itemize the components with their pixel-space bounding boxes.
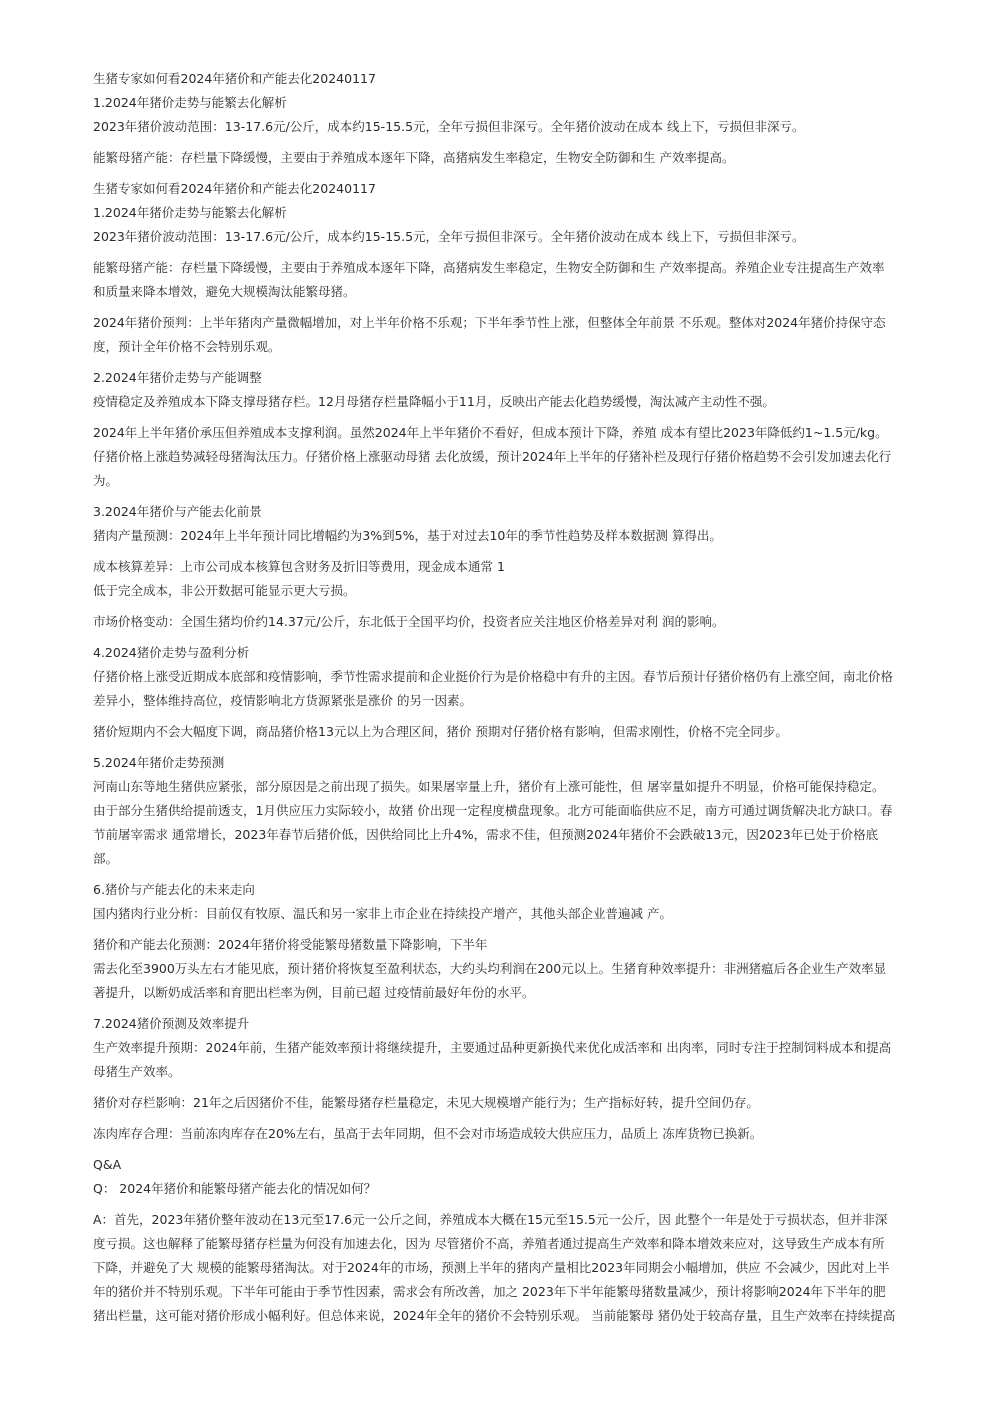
paragraph-line: 节前屠宰需求 通常增长，2023年春节后猪价低，因供给同比上升4%，需求不佳，但预测2024年猪价不会跌破13元，因2023年已处于价格底 <box>93 827 879 842</box>
paragraph-line: 猪价和产能去化预测：2024年猪价将受能繁母猪数量下降影响，下半年 <box>93 937 488 952</box>
paragraph-line: 母猪生产效率。 <box>93 1064 181 1079</box>
paragraph <box>93 421 945 493</box>
doc-title: 生猪专家如何看2024年猪价和产能去化20240117 <box>93 181 376 196</box>
paragraph-line: 仔猪价格上涨受近期成本底部和疫情影响，季节性需求提前和企业挺价行为是价格稳中有升的主因。春节后预计仔猪价格仍有上涨空间，南北价格 <box>93 669 894 684</box>
paragraph-line: 差异小，整体维持高位，疫情影响北方货源紧张是涨价 的另一因素。 <box>93 693 472 708</box>
paragraph-line: 和质量来降本增效，避免大规模淘汰能繁母猪。 <box>93 284 356 299</box>
paragraph: 猪价对存栏影响：21年之后因猪价不佳，能繁母猪存栏量稳定，未见大规模增产能行为；生产指标好转，提升空间仍存。 <box>93 1095 759 1110</box>
paragraph: 市场价格变动：全国生猪均价约14.37元/公斤，东北低于全国平均价，投资者应关注地区价格差异对利 润的影响。 <box>93 614 725 629</box>
paragraph: 猪价短期内不会大幅度下调，商品猪价格13元以上为合理区间，猪价 预期对仔猪价格有影响，但需求刚性，价格不完全同步。 <box>93 724 788 739</box>
paragraph: 2023年猪价波动范围：13-17.6元/公斤，成本约15-15.5元，全年亏损但非深亏。全年猪价波动在成本 线上下，亏损但非深亏。 <box>93 229 805 244</box>
paragraph-line: 需去化至3900万头左右才能见底，预计猪价将恢复至盈利状态，大约头均利润在200元以上。生猪育种效率提升：非洲猪瘟后各企业生产效率显 <box>93 961 887 976</box>
paragraph <box>93 1036 945 1084</box>
paragraph <box>93 665 945 713</box>
paragraph <box>93 933 945 1005</box>
paragraph-line: 由于部分生猪供给提前透支，1月供应压力实际较小，故猪 价出现一定程度横盘现象。北方可能面临供应不足，南方可通过调货解决北方缺口。春 <box>93 803 893 818</box>
paragraph-line: 2024年猪价预判：上半年猪肉产量微幅增加，对上半年价格不乐观；下半年季节性上涨，但整体全年前景 不乐观。整体对2024年猪价持保守态 <box>93 315 886 330</box>
doc-title: 生猪专家如何看2024年猪价和产能去化20240117 <box>93 71 376 86</box>
paragraph-line: 部。 <box>93 851 119 866</box>
paragraph-line: 下降，并避免了大 规模的能繁母猪淘汰。对于2024年的市场，预测上半年的猪肉产量相比2023年同期会小幅增加，供应 不会减少，因此对上半 <box>93 1260 890 1275</box>
paragraph-line: 成本核算差异：上市公司成本核算包含财务及折旧等费用，现金成本通常 1 <box>93 559 505 574</box>
paragraph <box>93 555 945 603</box>
paragraph <box>93 311 945 359</box>
paragraph-line: 能繁母猪产能：存栏量下降缓慢，主要由于养殖成本逐年下降，高猪病发生率稳定，生物安全防御和生 产效率提高。养殖企业专注提高生产效率 <box>93 260 885 275</box>
paragraph-line: 生产效率提升预期：2024年前，生猪产能效率预计将继续提升，主要通过品种更新换代来优化成活率和 出肉率，同时专注于控制饲料成本和提高 <box>93 1040 892 1055</box>
question: Q： 2024年猪价和能繁母猪产能去化的情况如何？ <box>93 1181 377 1196</box>
qa-heading: Q&A <box>93 1157 122 1172</box>
paragraph <box>93 256 945 304</box>
section-heading: 2.2024年猪价走势与产能调整 <box>93 370 262 385</box>
paragraph-line: 低于完全成本，非公开数据可能显示更大亏损。 <box>93 583 356 598</box>
paragraph: 猪肉产量预测：2024年上半年预计同比增幅约为3%到5%，基于对过去10年的季节性趋势及样本数据测 算得出。 <box>93 528 722 543</box>
paragraph-line: 为。 <box>93 473 119 488</box>
paragraph-line: 年的猪价并不特别乐观。下半年可能由于季节性因素，需求会有所改善，加之 2023年下半年能繁母猪数量减少，预计将影响2024年下半年的肥 <box>93 1284 886 1299</box>
paragraph-line: 度亏损。这也解释了能繁母猪存栏量为何没有加速去化，因为 尽管猪价不高，养殖者通过提高生产效率和降本增效来应对，这导致生产成本有所 <box>93 1236 885 1251</box>
paragraph: 2023年猪价波动范围：13-17.6元/公斤，成本约15-15.5元，全年亏损但非深亏。全年猪价波动在成本 线上下，亏损但非深亏。 <box>93 119 805 134</box>
section-heading: 6.猪价与产能去化的未来走向 <box>93 882 255 897</box>
section-heading: 3.2024年猪价与产能去化前景 <box>93 504 262 519</box>
paragraph <box>93 775 945 871</box>
document-body <box>93 67 945 1328</box>
section-heading: 7.2024猪价预测及效率提升 <box>93 1016 250 1031</box>
paragraph-line: 河南山东等地生猪供应紧张，部分原因是之前出现了损失。如果屠宰量上升，猪价有上涨可能性，但 屠宰量如提升不明显，价格可能保持稳定。 <box>93 779 885 794</box>
section-heading: 1.2024年猪价走势与能繁去化解析 <box>93 205 287 220</box>
paragraph-line: 2024年上半年猪价承压但养殖成本支撑利润。虽然2024年上半年猪价不看好，但成本预计下降，养殖 成本有望比2023年降低约1~1.5元/kg。 <box>93 425 888 440</box>
paragraph: 国内猪肉行业分析：目前仅有牧原、温氏和另一家非上市企业在持续投产增产，其他头部企业普遍减 产。 <box>93 906 672 921</box>
paragraph: 疫情稳定及养殖成本下降支撑母猪存栏。12月母猪存栏量降幅小于11月，反映出产能去化趋势缓慢，淘汰减产主动性不强。 <box>93 394 775 409</box>
section-heading: 5.2024年猪价走势预测 <box>93 755 225 770</box>
paragraph: 能繁母猪产能：存栏量下降缓慢，主要由于养殖成本逐年下降，高猪病发生率稳定，生物安全防御和生 产效率提高。 <box>93 150 735 165</box>
paragraph: 冻肉库存合理：当前冻肉库存在20%左右，虽高于去年同期，但不会对市场造成较大供应压力，品质上 冻库货物已换新。 <box>93 1126 763 1141</box>
paragraph-line: A：首先，2023年猪价整年波动在13元至17.6元一公斤之间，养殖成本大概在15元至15.5元一公斤，因 此整个一年是处于亏损状态，但并非深 <box>93 1212 888 1227</box>
section-heading: 4.2024猪价走势与盈利分析 <box>93 645 250 660</box>
paragraph-line: 猪出栏量，这可能对猪价形成小幅利好。但总体来说，2024年全年的猪价不会特别乐观。 当前能繁母 猪仍处于较高存量，且生产效率在持续提高 <box>93 1308 896 1323</box>
paragraph-line: 仔猪价格上涨趋势减轻母猪淘汰压力。仔猪价格上涨驱动母猪 去化放缓，预计2024年上半年的仔猪补栏及现行仔猪价格趋势不会引发加速去化行 <box>93 449 892 464</box>
answer <box>93 1208 945 1328</box>
section-heading: 1.2024年猪价走势与能繁去化解析 <box>93 95 287 110</box>
paragraph-line: 著提升，以断奶成活率和育肥出栏率为例，目前已超 过疫情前最好年份的水平。 <box>93 985 535 1000</box>
paragraph-line: 度，预计全年价格不会特别乐观。 <box>93 339 281 354</box>
